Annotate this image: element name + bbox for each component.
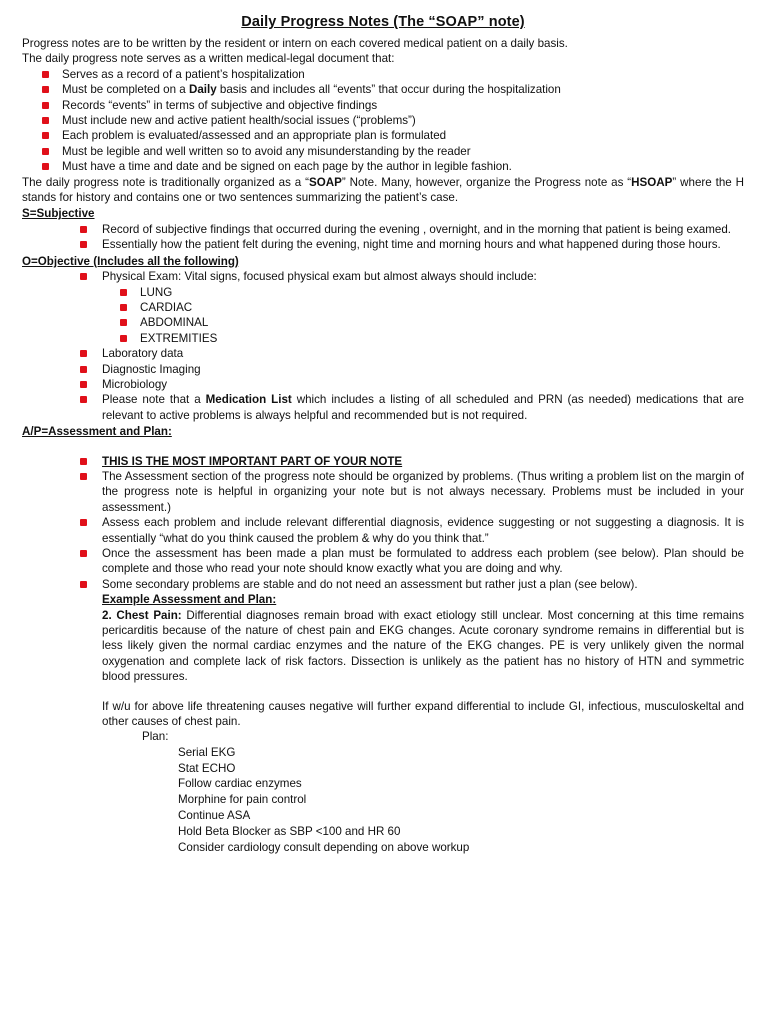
soap-document: [22, 14, 744, 855]
bullet-icon: [120, 319, 127, 326]
bullet-icon: [80, 458, 87, 465]
bullet-icon: [80, 473, 87, 480]
bullet-icon: [80, 381, 87, 388]
bullet-icon: [42, 132, 49, 139]
intro-bullet: Must include new and active patient health/social issues (“problems”): [22, 113, 744, 128]
bullet-icon: [42, 102, 49, 109]
intro-bullet: Must be completed on a Daily basis and includes all “events” that occur during the hospitalization: [22, 82, 744, 97]
assessment-bullet: Assess each problem and include relevant differential diagnosis, evidence suggesting or not suggesting a diagnosis. It is essentially “what do you think caused the problem & why do you think that.”: [22, 515, 744, 546]
bullet-icon: [80, 550, 87, 557]
objective-heading: O=Objective (Includes all the following): [22, 254, 239, 268]
assessment-heading: A/P=Assessment and Plan:: [22, 425, 172, 439]
bullet-icon: [80, 241, 87, 248]
exam-item: EXTREMITIES: [22, 331, 744, 346]
example-heading: Example Assessment and Plan:: [102, 593, 277, 607]
bullet-icon: [120, 335, 127, 342]
bullet-icon: [80, 273, 87, 280]
medication-list-bullet: Please note that a Medication List which includes a listing of all scheduled and PRN (as needed) medications that are relevant to active problems is always helpful and recommended but is not required.: [22, 392, 744, 423]
intro-bullet: Each problem is evaluated/assessed and an appropriate plan is formulated: [22, 128, 744, 143]
intro-line-1: Progress notes are to be written by the resident or intern on each covered medical patient on a daily basis.: [22, 37, 568, 50]
intro-line-2: The daily progress note serves as a written medical-legal document that:: [22, 52, 395, 66]
subjective-list: [22, 222, 744, 253]
subjective-bullet: Record of subjective findings that occurred during the evening , overnight, and in the morning that patient is being examed.: [22, 222, 744, 237]
plan-items: [22, 745, 744, 856]
assessment-important-bullet: THIS IS THE MOST IMPORTANT PART OF YOUR NOTE: [22, 454, 744, 469]
example-paragraph-2: If w/u for above life threatening causes negative will further expand differential to include GI, infectious, musculoskeltal and other causes of chest pain.: [102, 699, 744, 729]
assessment-bullet: Once the assessment has been made a plan must be formulated to address each problem (see below). Plan should be complete and those who read your note should know exactly what you are doing and why.: [22, 546, 744, 577]
plan-item: Serial EKG: [178, 745, 236, 759]
intro-bullet: Must have a time and date and be signed on each page by the author in legible fashion.: [22, 159, 744, 174]
subjective-heading: S=Subjective: [22, 207, 95, 221]
example-paragraph: 2. Chest Pain: Differential diagnoses remain broad with exact etiology still unclear. Most concerning at this time remains pericarditis because of the nature of chest pain and EKG changes. Acute coronary syndrome remains in differential but is less likely given the normal cardiac enzymes and the nature of the EKG changes. PE is very unlikely given the normal oxygenation and complete lack of risk factors. Dissection is unlikely as the patient has no history of HTN and symmetric blood pressures.: [102, 608, 744, 684]
exam-item: LUNG: [22, 285, 744, 300]
document-title: Daily Progress Notes (The “SOAP” note): [241, 14, 525, 30]
assessment-bullet: The Assessment section of the progress note should be organized by problems. (Thus writing a problem list on the margin of the progress note is helpful in organizing your note but is not always necessary. Problems must be included in your assessment.): [22, 469, 744, 515]
bullet-icon: [80, 366, 87, 373]
objective-exam-bullet: Physical Exam: Vital signs, focused physical exam but almost always should include:: [22, 269, 744, 284]
bullet-icon: [80, 519, 87, 526]
plan-item: Hold Beta Blocker as SBP <100 and HR 60: [178, 824, 401, 838]
objective-list: [22, 269, 744, 284]
bullet-icon: [42, 86, 49, 93]
intro-bullet: Serves as a record of a patient’s hospitalization: [22, 67, 744, 82]
bullet-icon: [80, 226, 87, 233]
exam-items-list: [22, 285, 744, 347]
bullet-icon: [120, 304, 127, 311]
bullet-icon: [42, 71, 49, 78]
intro-bullet: Must be legible and well written so to avoid any misunderstanding by the reader: [22, 144, 744, 159]
objective-bullet: Diagnostic Imaging: [22, 362, 744, 377]
bullet-icon: [42, 117, 49, 124]
assessment-bullet: Some secondary problems are stable and do not need an assessment but rather just a plan (see below).: [22, 577, 744, 592]
example-block: [22, 592, 744, 729]
soap-paragraph: The daily progress note is traditionally organized as a “SOAP” Note. Many, however, organize the Progress note as “HSOAP” where the H stands for history and contains one or two sentences summarizing the patient’s case.: [22, 175, 744, 205]
exam-item: ABDOMINAL: [22, 315, 744, 330]
intro-bullet: Records “events” in terms of subjective and objective findings: [22, 98, 744, 113]
plan-item: Follow cardiac enzymes: [178, 777, 302, 791]
bullet-icon: [42, 148, 49, 155]
plan-item: Continue ASA: [178, 809, 251, 823]
subjective-bullet: Essentially how the patient felt during the evening, night time and morning hours and what happened during those hours.: [22, 237, 744, 252]
plan-item: Stat ECHO: [178, 761, 236, 775]
objective-bullet: Laboratory data: [22, 346, 744, 361]
objective-other-list: [22, 346, 744, 423]
plan-label: Plan:: [142, 730, 169, 744]
objective-bullet: Microbiology: [22, 377, 744, 392]
bullet-icon: [42, 163, 49, 170]
assessment-list: [22, 454, 744, 593]
bullet-icon: [80, 350, 87, 357]
plan-item: Consider cardiology consult depending on above workup: [178, 840, 470, 854]
bullet-icon: [80, 396, 87, 403]
intro-bullet-list: [22, 67, 744, 175]
bullet-icon: [120, 289, 127, 296]
exam-item: CARDIAC: [22, 300, 744, 315]
plan-item: Morphine for pain control: [178, 793, 307, 807]
bullet-icon: [80, 581, 87, 588]
